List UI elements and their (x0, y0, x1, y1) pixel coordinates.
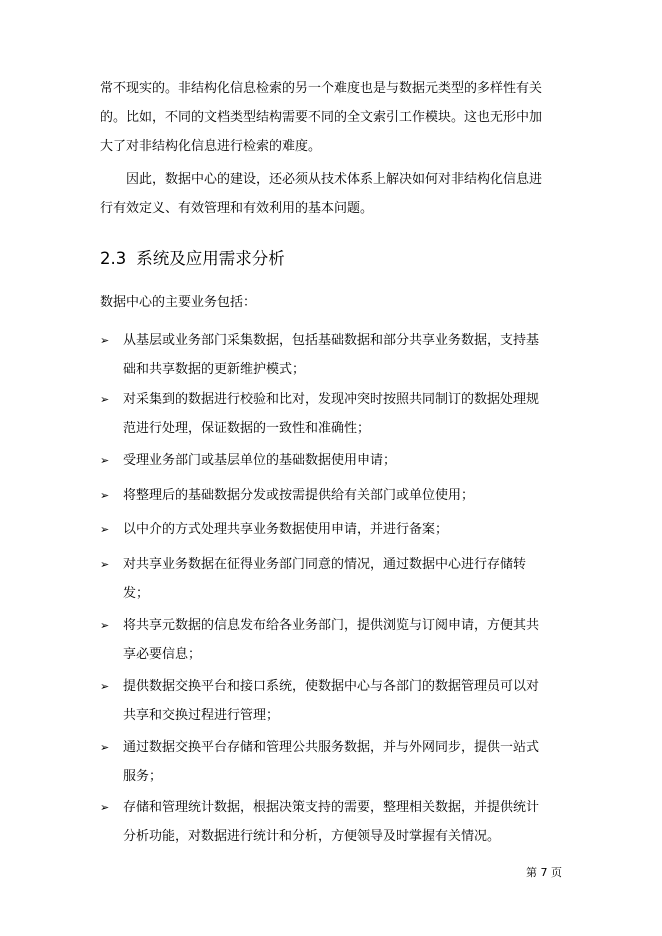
section-number: 2.3 (100, 249, 127, 268)
list-item (100, 326, 548, 384)
arrow-bullet-icon: ➢ (100, 393, 110, 406)
list-item-text: 将共享元数据的信息发布给各业务部门，提供浏览与订阅申请，方便其共享必要信息； (123, 618, 540, 662)
list-item-text: 对共享业务数据在征得业务部门同意的情况，通过数据中心进行存储转发； (123, 557, 527, 601)
conclusion-paragraph: 因此，数据中心的建设，还必须从技术体系上解决如何对非结构化信息进行有效定义、有效管理和有效利用的基本问题。 (100, 172, 543, 216)
list-item (100, 550, 548, 608)
section-heading (100, 246, 285, 272)
list-item-text: 受理业务部门或基层单位的基础数据使用申请； (123, 453, 397, 468)
arrow-bullet-icon: ➢ (100, 558, 110, 571)
section-intro: 数据中心的主要业务包括： (100, 295, 257, 310)
arrow-bullet-icon: ➢ (100, 489, 110, 502)
arrow-bullet-icon: ➢ (100, 801, 110, 814)
list-item-text: 存储和管理统计数据，根据决策支持的需要，整理相关数据，并提供统计分析功能，对数据进行统计和分析，方便领导及时掌握有关情况。 (123, 800, 540, 844)
arrow-bullet-icon: ➢ (100, 680, 110, 693)
list-item (100, 793, 548, 851)
page-number: 第 7 页 (526, 866, 562, 879)
list-item (100, 611, 548, 669)
list-item-text: 对采集到的数据进行校验和比对，发现冲突时按照共同制订的数据处理规范进行处理，保证数据的一致性和准确性； (123, 392, 540, 436)
list-item-text: 将整理后的基础数据分发或按需提供给有关部门或单位使用； (123, 488, 475, 503)
list-item (100, 515, 548, 544)
list-item-text: 从基层或业务部门采集数据，包括基础数据和部分共享业务数据，支持基础和共享数据的更新维护模式； (123, 333, 540, 377)
list-item (100, 672, 548, 730)
continued-paragraph: 常不现实的。非结构化信息检索的另一个难度也是与数据元类型的多样性有关的。比如，不同的文档类型结构需要不同的全文索引工作模块。这也无形中加大了对非结构化信息进行检索的难度。 (100, 81, 543, 154)
list-item (100, 385, 548, 443)
list-item-text: 提供数据交换平台和接口系统，使数据中心与各部门的数据管理员可以对共享和交换过程进行管理； (123, 679, 540, 723)
list-item-text: 通过数据交换平台存储和管理公共服务数据，并与外网同步，提供一站式服务； (123, 740, 540, 784)
section-title: 系统及应用需求分析 (136, 249, 285, 268)
arrow-bullet-icon: ➢ (100, 454, 110, 467)
arrow-bullet-icon: ➢ (100, 523, 110, 536)
arrow-bullet-icon: ➢ (100, 619, 110, 632)
list-item (100, 446, 548, 475)
list-item (100, 733, 548, 791)
arrow-bullet-icon: ➢ (100, 741, 110, 754)
arrow-bullet-icon: ➢ (100, 334, 110, 347)
list-item (100, 481, 548, 510)
list-item-text: 以中介的方式处理共享业务数据使用申请，并进行备案； (123, 522, 449, 537)
